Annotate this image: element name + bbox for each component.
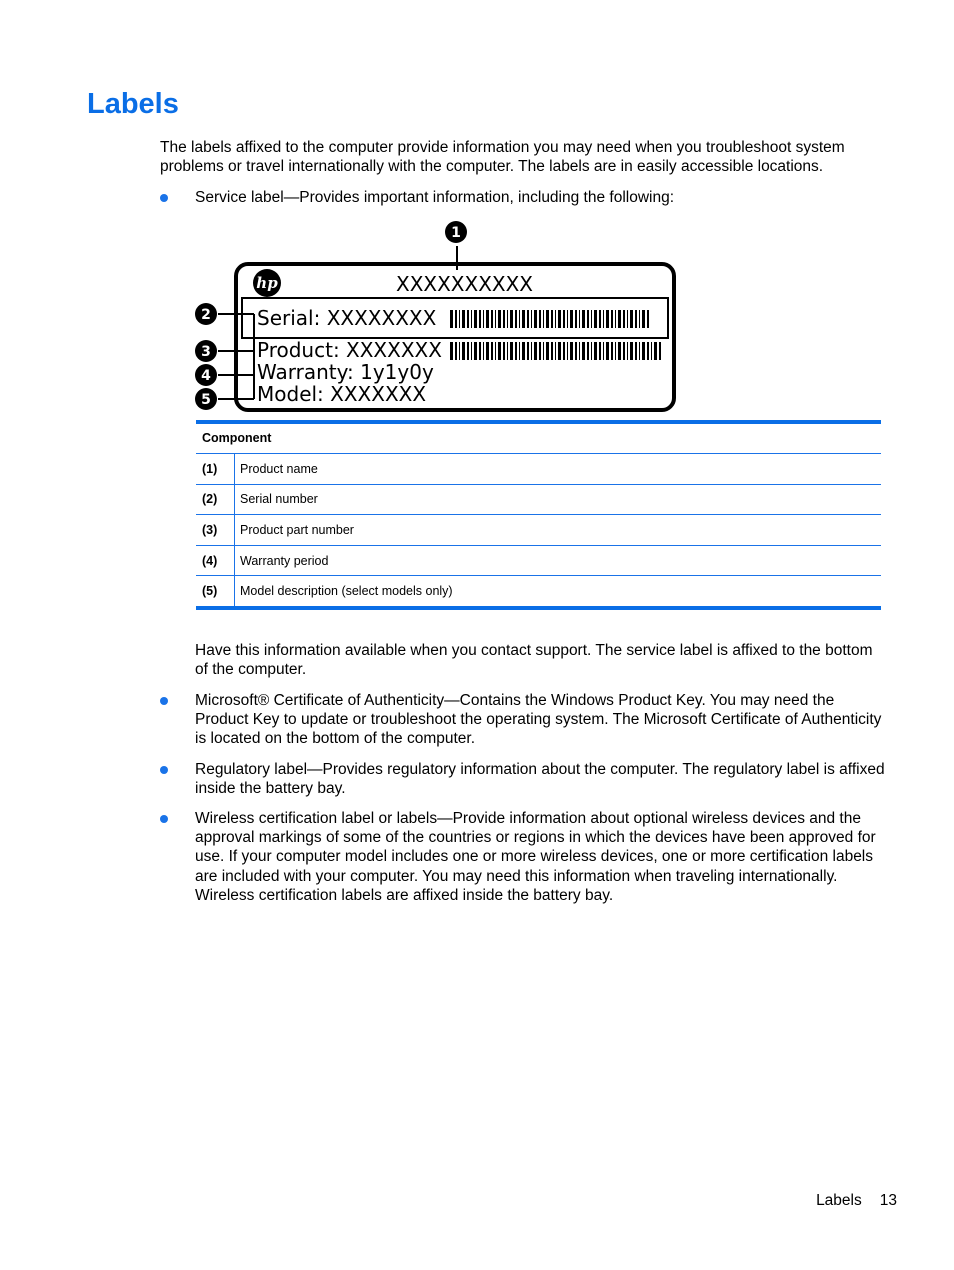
barcode-bar (651, 342, 652, 360)
microsoft-coa-bullet: Microsoft® Certificate of Authenticity—Contains the Windows Product Key. You may need the Product Key to update or troubleshoot the operating system. The Microsoft Certificate of Authenticity is located on the bottom of the computer. (195, 692, 882, 748)
barcode-bar (462, 310, 465, 328)
row-number: (1) (196, 454, 235, 484)
barcode-bar (587, 342, 589, 360)
barcode-bar (483, 342, 484, 360)
barcode-bar (543, 342, 544, 360)
barcode-bar (575, 342, 577, 360)
barcode-bar (591, 342, 592, 360)
service-label-note: Have this information available when you contact support. The service label is affixed to the bottom of the computer. (195, 642, 873, 679)
barcode-bar (539, 310, 541, 328)
barcode-bar (603, 310, 604, 328)
row-description: Model description (select models only) (240, 584, 453, 599)
bullet-dot (160, 697, 168, 705)
barcode-bar (479, 310, 481, 328)
barcode-bar (587, 310, 589, 328)
barcode-bar (498, 342, 501, 360)
barcode-bar (491, 310, 493, 328)
barcode-bar (467, 342, 469, 360)
barcode-bar (507, 342, 508, 360)
barcode-bar (611, 310, 613, 328)
page-number: 13 (879, 1192, 897, 1209)
label-product-number: Product: XXXXXXX (257, 338, 442, 362)
page-footer (798, 1192, 897, 1210)
row-description: Product part number (240, 522, 354, 537)
barcode-bar (534, 342, 537, 360)
barcode-bar (486, 310, 489, 328)
barcode-bar (551, 342, 553, 360)
barcode-bar (594, 310, 597, 328)
barcode-bar (579, 342, 580, 360)
barcode-bar (510, 310, 513, 328)
barcode-bar (639, 342, 640, 360)
service-label-illustration (190, 216, 690, 416)
barcode-bar (654, 342, 657, 360)
barcode-bar (563, 342, 565, 360)
row-description: Serial number (240, 492, 318, 507)
barcode-bar (618, 342, 621, 360)
barcode-bar (539, 342, 541, 360)
barcode-bar (567, 342, 568, 360)
barcode-bar (486, 342, 489, 360)
barcode-bar (495, 310, 496, 328)
barcode-bar (558, 342, 561, 360)
barcode-bar (555, 310, 556, 328)
barcode-bar (627, 310, 628, 328)
barcode-bar (522, 342, 525, 360)
callout-2 (195, 303, 217, 325)
barcode-bar (510, 342, 513, 360)
barcode-bar (599, 342, 601, 360)
barcode-bar (515, 342, 517, 360)
barcode-bar (531, 342, 532, 360)
row-number: (4) (196, 546, 235, 576)
barcode-bar (507, 310, 508, 328)
barcode-bar (630, 342, 633, 360)
label-model: Model: XXXXXXX (257, 382, 427, 406)
barcode-bar (579, 310, 580, 328)
barcode-bar (503, 310, 505, 328)
barcode-bar (519, 310, 520, 328)
barcode-bar (582, 342, 585, 360)
barcode-bar (558, 310, 561, 328)
row-description: Product name (240, 461, 318, 476)
component-table (196, 420, 881, 610)
service-label-bullet: Service label—Provides important information, including the following: (195, 189, 675, 206)
barcode-bar (570, 310, 573, 328)
barcode-bar (563, 310, 565, 328)
barcode-bar (546, 310, 549, 328)
barcode-bar (635, 310, 637, 328)
barcode-bar (474, 342, 477, 360)
barcode-bar (567, 310, 568, 328)
barcode-bar (642, 310, 645, 328)
barcode-bar (491, 342, 493, 360)
footer-section: Labels (816, 1192, 862, 1209)
bullet-dot (160, 194, 168, 202)
barcode-bar (623, 310, 625, 328)
svg-text:3: 3 (201, 344, 211, 360)
svg-text:2: 2 (201, 307, 211, 323)
barcode-bar (462, 342, 465, 360)
barcode-bar (615, 342, 616, 360)
barcode-bar (527, 342, 529, 360)
row-description: Warranty period (240, 553, 329, 568)
svg-text:5: 5 (201, 392, 211, 408)
svg-text:4: 4 (201, 368, 211, 384)
barcode-bar (603, 342, 604, 360)
barcode-bar (522, 310, 525, 328)
barcode-bar (642, 342, 645, 360)
barcode-bar (606, 342, 609, 360)
table-row (196, 454, 881, 485)
label-product-name: XXXXXXXXXX (396, 272, 534, 296)
barcode-bar (575, 310, 577, 328)
callout-5 (195, 388, 217, 410)
barcode-bar (471, 310, 472, 328)
barcode-bar (498, 310, 501, 328)
barcode-bar (623, 342, 625, 360)
barcode-bar (450, 310, 453, 328)
barcode-bar (543, 310, 544, 328)
barcode-bar (450, 342, 453, 360)
product-barcode (450, 342, 661, 360)
barcode-bar (599, 310, 601, 328)
barcode-bar (639, 310, 640, 328)
row-number: (2) (196, 485, 235, 515)
table-row (196, 546, 881, 577)
barcode-bar (615, 310, 616, 328)
row-number: (3) (196, 515, 235, 545)
barcode-bar (591, 310, 592, 328)
barcode-bar (459, 342, 460, 360)
bullet-dot (160, 815, 168, 823)
wireless-label-bullet: Wireless certification label or labels—Provide information about optional wireless devices and the approval markings of some of the countries or regions in which the devices have been approved for use. If your computer model includes one or more wireless devices, one or more certification labels are included with your computer. You may need this information when traveling internationally. Wireless certification labels are affixed inside the battery bay. (195, 810, 876, 904)
barcode-bar (471, 342, 472, 360)
bullet-dot (160, 766, 168, 774)
page-title: Labels (87, 88, 179, 120)
table-header: Component (196, 424, 881, 454)
barcode-bar (594, 342, 597, 360)
hp-logo-text: hp (256, 274, 278, 292)
barcode-bar (515, 310, 517, 328)
barcode-bar (531, 310, 532, 328)
barcode-bar (582, 310, 585, 328)
callout-3 (195, 340, 217, 362)
barcode-bar (570, 342, 573, 360)
table-row (196, 485, 881, 516)
barcode-bar (551, 310, 553, 328)
barcode-bar (467, 310, 469, 328)
barcode-bar (534, 310, 537, 328)
barcode-bar (455, 342, 457, 360)
barcode-bar (618, 310, 621, 328)
barcode-bar (527, 310, 529, 328)
barcode-bar (635, 342, 637, 360)
label-warranty: Warranty: 1y1y0y (257, 360, 434, 384)
barcode-bar (659, 342, 661, 360)
barcode-bar (503, 342, 505, 360)
barcode-bar (606, 310, 609, 328)
barcode-bar (495, 342, 496, 360)
row-number: (5) (196, 576, 235, 606)
barcode-bar (611, 342, 613, 360)
table-row (196, 576, 881, 606)
label-serial: Serial: XXXXXXXX (257, 306, 437, 330)
barcode-bar (483, 310, 484, 328)
barcode-bar (647, 342, 649, 360)
regulatory-label-bullet: Regulatory label—Provides regulatory information about the computer. The regulatory label is affixed inside the battery bay. (195, 761, 885, 798)
barcode-bar (647, 310, 649, 328)
serial-barcode (450, 310, 649, 328)
hp-logo-icon (253, 269, 281, 297)
table-row (196, 515, 881, 546)
barcode-bar (455, 310, 457, 328)
callout-4 (195, 364, 217, 386)
svg-text:1: 1 (451, 225, 461, 241)
barcode-bar (479, 342, 481, 360)
intro-paragraph: The labels affixed to the computer provide information you may need when you troubleshoot system problems or travel internationally with the computer. The labels are in easily accessible locations. (160, 139, 845, 176)
barcode-bar (555, 342, 556, 360)
barcode-bar (546, 342, 549, 360)
barcode-bar (627, 342, 628, 360)
callout-1 (445, 221, 467, 243)
barcode-bar (474, 310, 477, 328)
barcode-bar (519, 342, 520, 360)
barcode-bar (630, 310, 633, 328)
barcode-bar (459, 310, 460, 328)
